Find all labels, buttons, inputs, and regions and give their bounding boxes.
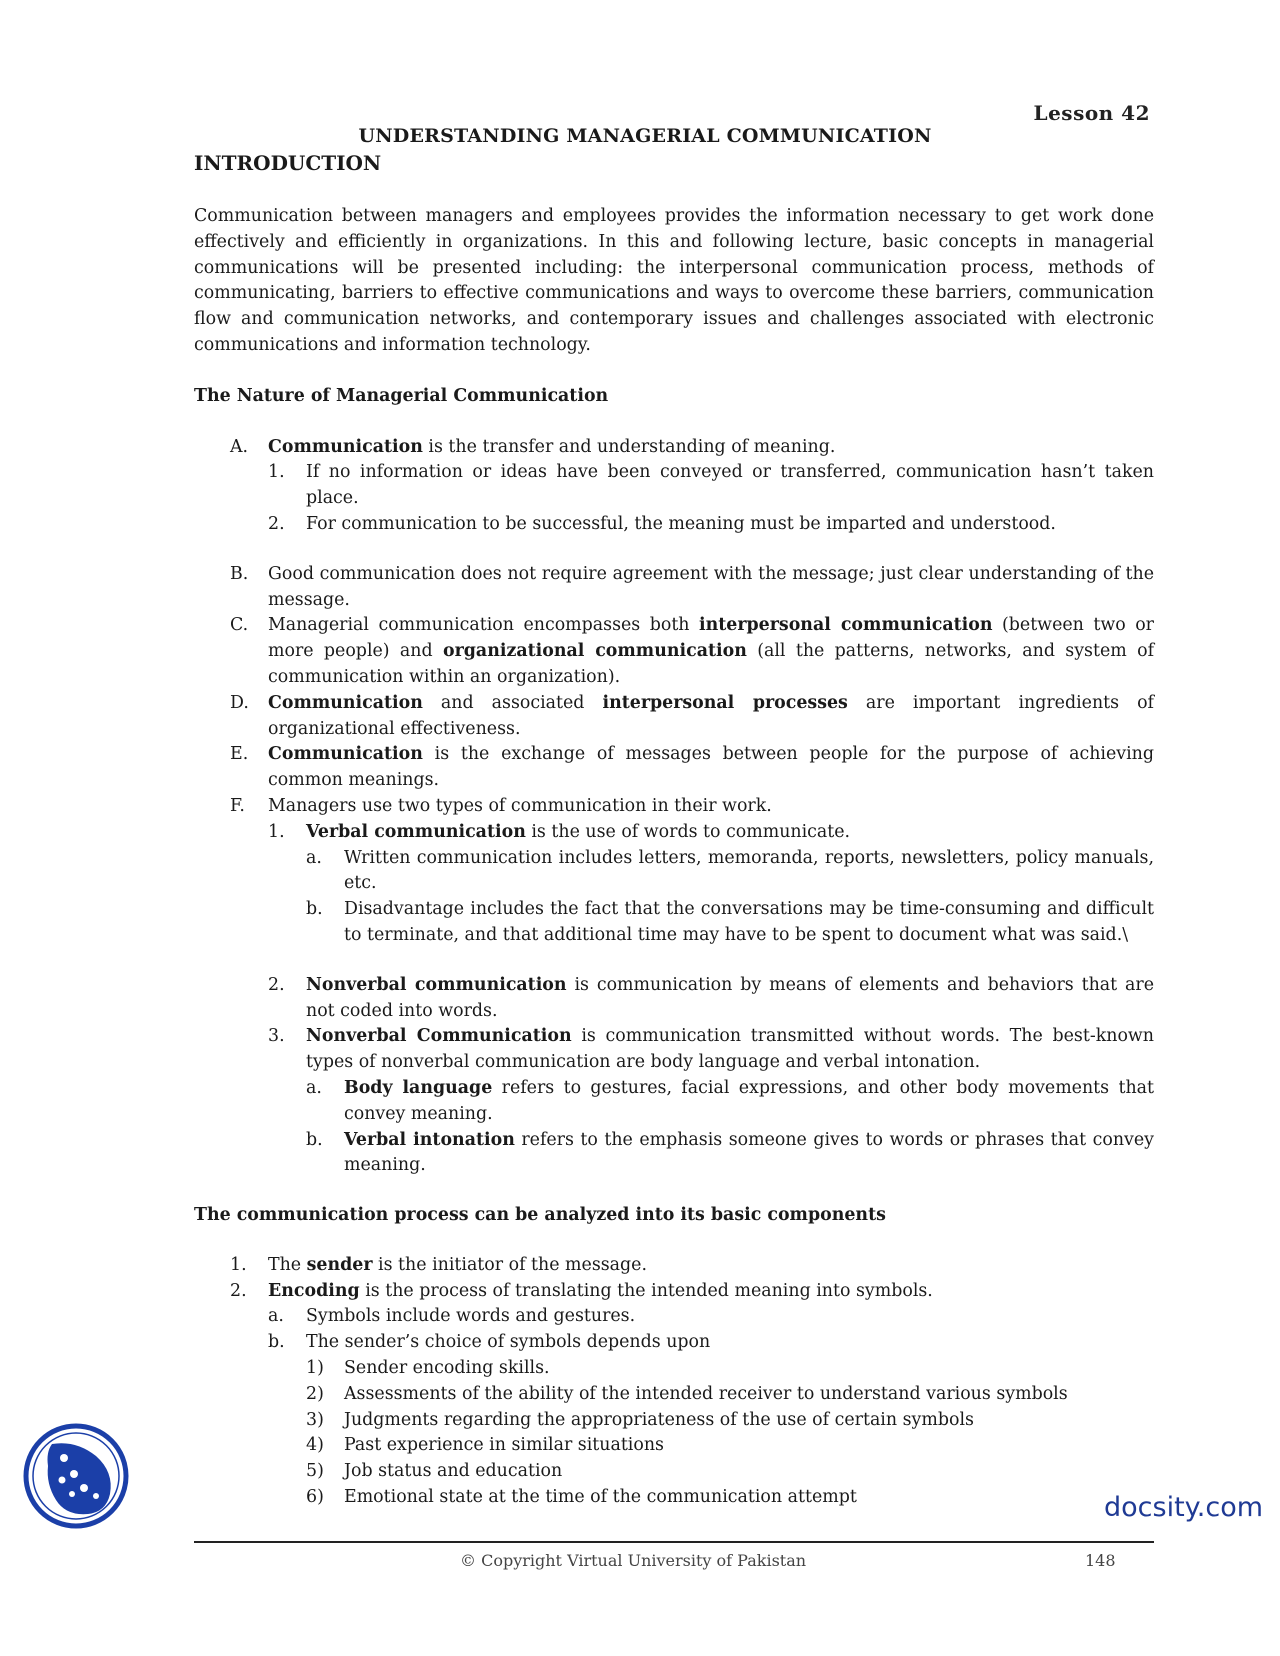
- list-marker: 1): [306, 1358, 324, 1379]
- process-sub-item-6: 6) Emotional state at the time of the communication attempt: [306, 1485, 1154, 1511]
- process-item-2: 2. Encoding is the process of translating the intended meaning into symbols.: [230, 1279, 1154, 1305]
- list-item-A1: 1. If no information or ideas have been conveyed or transferred, communication hasn’t taken place.: [268, 462, 1154, 509]
- list-marker: C.: [230, 615, 249, 636]
- list-marker: 4): [306, 1435, 324, 1456]
- list-marker: 1.: [268, 821, 285, 842]
- intro-paragraph: Communication between managers and employees provides the information necessary to get work done effectively and efficiently in organizations. In this and following lecture, basic concepts in managerial communications will be presented including: the interpersonal communication process, methods of communicating, barriers to effective communications and ways to overcome these barriers, communication flow and communication networks, and contemporary issues and challenges associated with electronic communications and information technology.: [194, 206, 1154, 355]
- intro-heading: INTRODUCTION: [194, 151, 382, 175]
- bold-term: Communication: [268, 692, 423, 713]
- list-marker: 2.: [268, 974, 285, 995]
- process-item-2b: b. The sender’s choice of symbols depends upon: [268, 1330, 1154, 1356]
- list-marker: 5): [306, 1461, 324, 1482]
- list-item-F3b: b. Verbal intonation refers to the emphasis someone gives to words or phrases that convey meaning.: [306, 1129, 1155, 1176]
- process-sub-item-1: 1) Sender encoding skills.: [306, 1356, 1154, 1382]
- bold-term: organizational communication: [443, 641, 747, 662]
- list-item-F3: 3. Nonverbal Communication is communication transmitted without words. The best-known types of nonverbal communication are body language and verbal intonation.: [268, 1026, 1154, 1073]
- list-item-F1b: b. Disadvantage includes the fact that the conversations may be time-consuming and difficult to terminate, and that additional time may have to be spent to document what was said.\: [306, 899, 1154, 945]
- list-item-A2: 2. For communication to be successful, the meaning must be imparted and understood.: [268, 512, 1154, 538]
- footer-page-number: 148: [1085, 1551, 1116, 1570]
- list-item-F2: 2. Nonverbal communication is communication by means of elements and behaviors that are not coded into words.: [268, 974, 1154, 1021]
- lesson-label: Lesson 42: [1033, 101, 1150, 125]
- list-marker: b.: [306, 1129, 323, 1150]
- process-item-2a: a. Symbols include words and gestures.: [268, 1304, 1154, 1330]
- list-marker: 2.: [230, 1280, 247, 1301]
- list-marker: a.: [268, 1306, 284, 1327]
- bold-term: interpersonal processes: [602, 692, 848, 713]
- bold-term: Body language: [344, 1077, 493, 1098]
- list-item-F3a: a. Body language refers to gestures, facial expressions, and other body movements that convey meaning.: [306, 1077, 1155, 1124]
- list-marker: E.: [230, 744, 249, 765]
- list-marker: F.: [230, 795, 245, 816]
- bold-term: Nonverbal Communication: [306, 1026, 572, 1047]
- list-item-D: D. Communication and associated interpersonal processes are important ingredients of organizational effectiveness.: [230, 692, 1154, 739]
- list-item-B: B. Good communication does not require agreement with the message; just clear understanding of the message.: [230, 563, 1154, 610]
- section-heading-nature: The Nature of Managerial Communication: [194, 385, 609, 406]
- list-marker: b.: [268, 1332, 285, 1353]
- list-marker: 6): [306, 1487, 324, 1508]
- list-marker: 2): [306, 1383, 324, 1404]
- bold-term: Verbal intonation: [344, 1129, 515, 1150]
- bold-term: interpersonal communication: [699, 615, 993, 636]
- list-marker: 1.: [268, 462, 285, 483]
- page-title: UNDERSTANDING MANAGERIAL COMMUNICATION: [358, 125, 932, 147]
- list-item-F1: 1. Verbal communication is the use of words to communicate.: [268, 820, 1154, 846]
- list-item-A: A. Communication is the transfer and understanding of meaning.: [230, 435, 1154, 461]
- document-body: [194, 204, 1154, 1511]
- list-marker: a.: [306, 847, 322, 868]
- footer-divider: [194, 1541, 1154, 1543]
- list-marker: 1.: [230, 1254, 247, 1275]
- list-item-F: F. Managers use two types of communication in their work.: [230, 794, 1154, 820]
- list-marker: A.: [230, 436, 249, 457]
- bold-term: Verbal communication: [306, 821, 526, 842]
- list-marker: D.: [230, 692, 249, 713]
- docsity-logo-icon[interactable]: [22, 1422, 130, 1530]
- list-marker: b.: [306, 899, 323, 920]
- list-marker: 3): [306, 1409, 324, 1430]
- bold-term: Nonverbal communication: [306, 974, 567, 995]
- docsity-logo-icon-svg: [22, 1422, 130, 1530]
- process-sub-item-3: 3) Judgments regarding the appropriateness of the use of certain symbols: [306, 1408, 1154, 1434]
- bold-term: sender: [306, 1254, 373, 1275]
- list-marker: B.: [230, 563, 249, 584]
- footer-copyright: © Copyright Virtual University of Pakistan: [460, 1551, 807, 1570]
- bold-term: Communication: [268, 744, 423, 765]
- list-marker: a.: [306, 1077, 322, 1098]
- process-sub-item-2: 2) Assessments of the ability of the intended receiver to understand various symbols: [306, 1382, 1154, 1408]
- list-item-E: E. Communication is the exchange of messages between people for the purpose of achieving common meanings.: [230, 744, 1154, 791]
- docsity-brand-link[interactable]: docsity.com: [1104, 1492, 1264, 1523]
- bold-term: Encoding: [268, 1280, 360, 1301]
- process-sub-item-5: 5) Job status and education: [306, 1459, 1154, 1485]
- list-marker: 2.: [268, 513, 285, 534]
- list-item-C: C. Managerial communication encompasses both interpersonal communication (between two or more people) and organizational communication (all the patterns, networks, and system of communication within an organization).: [230, 615, 1155, 687]
- list-item-F1a: a. Written communication includes letters, memoranda, reports, newsletters, policy manuals, etc.: [306, 847, 1154, 894]
- process-item-1: 1. The sender is the initiator of the message.: [230, 1253, 1154, 1279]
- list-marker: 3.: [268, 1026, 285, 1047]
- section-heading-process: The communication process can be analyzed into its basic components: [194, 1205, 886, 1226]
- bold-term: Communication: [268, 436, 423, 457]
- process-sub-item-4: 4) Past experience in similar situations: [306, 1433, 1154, 1459]
